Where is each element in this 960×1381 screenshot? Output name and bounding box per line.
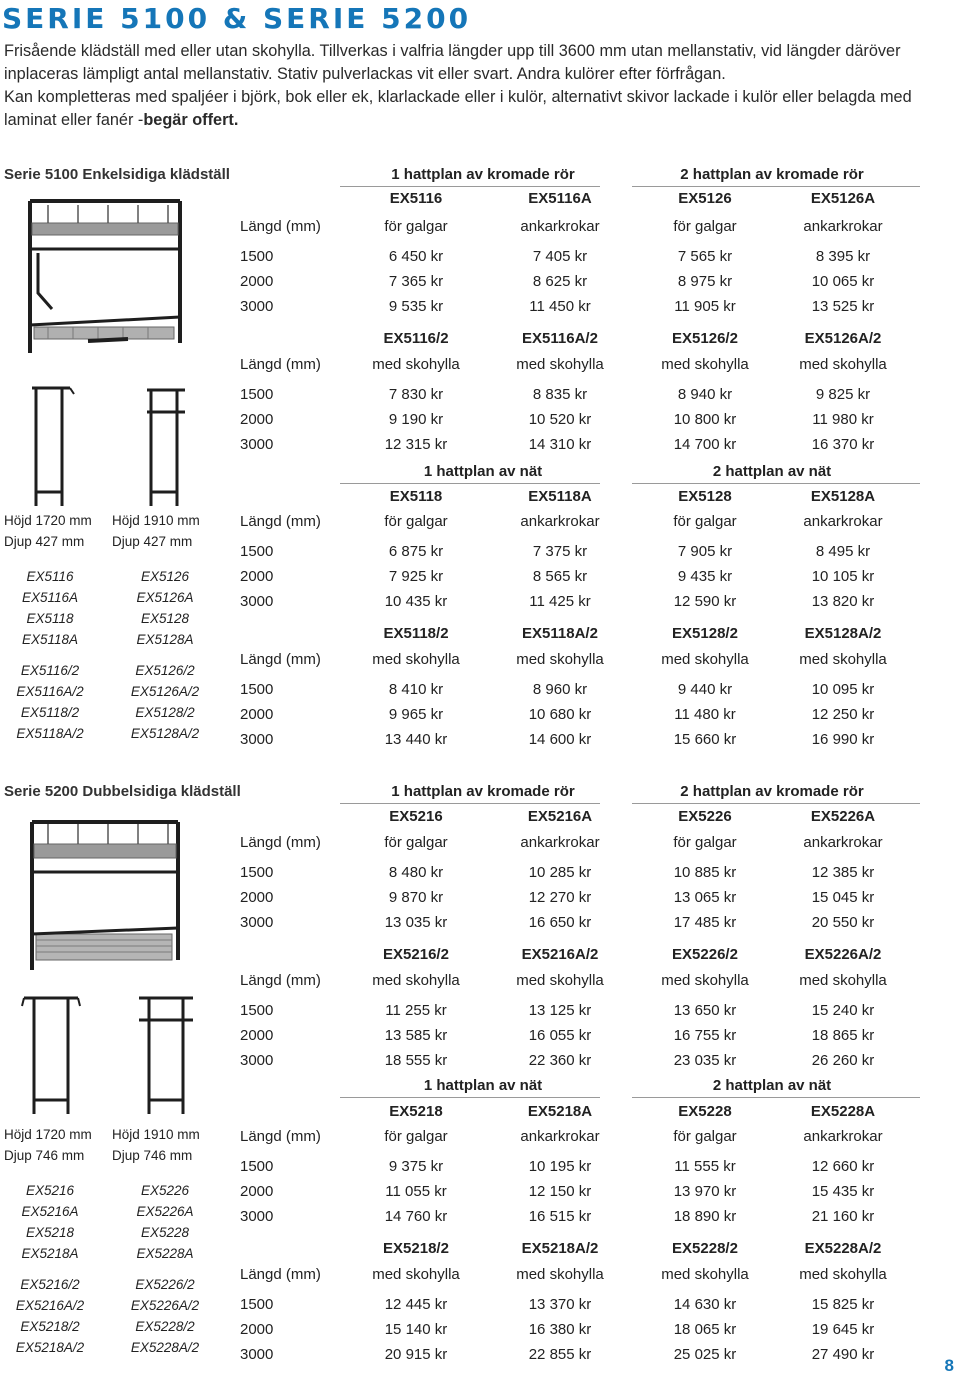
- price-cell: 13 970 kr: [673, 1183, 737, 1200]
- length-label: Längd (mm): [240, 1266, 321, 1283]
- group-separator: [632, 186, 920, 187]
- model-code: EX5116/2: [20, 663, 80, 678]
- intro-paragraph-2-text: Kan kompletteras med spaljéer i björk, bok eller ek, klarlackade eller i kulör, alternativt skivor lackade i kulör eller belagda med laminat eller fanér -: [4, 88, 912, 129]
- rack-5200-side-view-1: [20, 990, 82, 1120]
- model-code: EX5118A: [21, 632, 79, 647]
- model-code: EX5226A/2: [130, 1298, 200, 1313]
- dimension-text: Höjd 1910 mm: [112, 1127, 200, 1142]
- price-cell: 15 435 kr: [811, 1183, 875, 1200]
- model-code: EX5216: [25, 1183, 75, 1198]
- model-code: EX5126: [140, 569, 190, 584]
- variant-label: för galgar: [673, 1128, 737, 1145]
- model-code: EX5118/2: [20, 705, 80, 720]
- product-code: EX5218A: [527, 1103, 593, 1120]
- product-code: EX5216A/2: [521, 946, 599, 963]
- product-code: EX5126A: [810, 190, 876, 207]
- product-code: EX5118A: [528, 488, 592, 505]
- variant-label: för galgar: [673, 834, 737, 851]
- model-code: EX5118: [26, 611, 74, 626]
- length-value: 3000: [240, 298, 274, 315]
- price-cell: 20 915 kr: [384, 1346, 448, 1363]
- price-cell: 8 940 kr: [677, 386, 733, 403]
- length-value: 3000: [240, 914, 274, 931]
- intro-text: [4, 40, 954, 132]
- intro-paragraph-2: [4, 86, 954, 132]
- price-cell: 8 835 kr: [532, 386, 588, 403]
- price-cell: 6 450 kr: [388, 248, 444, 265]
- variant-label: med skohylla: [516, 1266, 604, 1283]
- product-code: EX5218/2: [383, 1240, 449, 1257]
- variant-label: med skohylla: [661, 1266, 749, 1283]
- price-cell: 15 045 kr: [811, 889, 875, 906]
- price-cell: 12 315 kr: [384, 436, 448, 453]
- price-cell: 14 760 kr: [384, 1208, 448, 1225]
- price-cell: 16 380 kr: [528, 1321, 592, 1338]
- length-value: 3000: [240, 1208, 274, 1225]
- price-cell: 10 680 kr: [528, 706, 592, 723]
- product-code: EX5128/2: [672, 625, 738, 642]
- price-cell: 13 035 kr: [384, 914, 448, 931]
- price-cell: 12 590 kr: [673, 593, 737, 610]
- dimension-text: Höjd 1910 mm: [112, 513, 200, 528]
- length-value: 2000: [240, 273, 274, 290]
- price-cell: 10 065 kr: [811, 273, 875, 290]
- group-separator: [340, 1097, 600, 1098]
- variant-label: ankarkrokar: [520, 834, 600, 851]
- variant-label: ankarkrokar: [803, 834, 883, 851]
- length-value: 2000: [240, 889, 274, 906]
- section-title: Serie 5100 Enkelsidiga klädställ: [4, 166, 230, 183]
- group-separator: [632, 1097, 920, 1098]
- variant-label: med skohylla: [516, 651, 604, 668]
- group-separator: [632, 483, 920, 484]
- rack-5200-double-illustration: [18, 810, 190, 980]
- price-cell: 27 490 kr: [811, 1346, 875, 1363]
- model-code: EX5228A: [136, 1246, 194, 1261]
- product-code: EX5228A: [810, 1103, 876, 1120]
- price-cell: 11 055 kr: [385, 1183, 447, 1200]
- product-code: EX5118A/2: [522, 625, 598, 642]
- product-code: EX5216/2: [383, 946, 449, 963]
- length-value: 2000: [240, 411, 274, 428]
- price-cell: 15 240 kr: [811, 1002, 875, 1019]
- rack-5200-side-view-2: [135, 990, 197, 1120]
- variant-label: ankarkrokar: [520, 218, 600, 235]
- price-cell: 9 375 kr: [388, 1158, 444, 1175]
- price-cell: 11 980 kr: [812, 411, 874, 428]
- model-code: EX5128A: [136, 632, 194, 647]
- price-cell: 8 395 kr: [815, 248, 871, 265]
- price-cell: 12 270 kr: [528, 889, 592, 906]
- rack-5100-single-illustration: [18, 193, 190, 363]
- variant-label: för galgar: [384, 513, 448, 530]
- product-code: EX5126: [678, 190, 732, 207]
- length-value: 1500: [240, 248, 274, 265]
- price-cell: 12 445 kr: [384, 1296, 448, 1313]
- length-value: 1500: [240, 681, 274, 698]
- length-label: Längd (mm): [240, 513, 321, 530]
- model-code-list: [115, 566, 215, 744]
- price-cell: 8 410 kr: [388, 681, 444, 698]
- model-code: EX5128A/2: [130, 726, 200, 741]
- variant-label: med skohylla: [372, 356, 460, 373]
- price-cell: 13 125 kr: [528, 1002, 592, 1019]
- model-code: EX5216A/2: [15, 1298, 85, 1313]
- variant-label: med skohylla: [516, 972, 604, 989]
- product-code: EX5228/2: [672, 1240, 738, 1257]
- model-code: EX5116A/2: [16, 684, 84, 699]
- variant-label: med skohylla: [661, 651, 749, 668]
- length-label: Längd (mm): [240, 834, 321, 851]
- model-code-list: [0, 566, 100, 744]
- price-cell: 9 435 kr: [677, 568, 733, 585]
- variant-label: ankarkrokar: [803, 1128, 883, 1145]
- model-code: EX5216/2: [20, 1277, 80, 1292]
- price-cell: 12 385 kr: [811, 864, 875, 881]
- price-cell: 18 555 kr: [384, 1052, 448, 1069]
- dimensions-left: [4, 1124, 92, 1166]
- model-code: EX5218A/2: [15, 1340, 85, 1355]
- intro-paragraph-1: Frisående klädställ med eller utan skohylla. Tillverkas i valfria längder upp till 3600 mm utan mellanstativ, vid längder däröver inplaceras lämpligt antal mellanstativ. Stativ pulverlackas vit eller svart. Andra kulörer efter förfrågan.: [4, 42, 901, 83]
- product-code: EX5116: [389, 190, 443, 207]
- variant-label: med skohylla: [661, 972, 749, 989]
- price-cell: 14 600 kr: [528, 731, 592, 748]
- length-label: Längd (mm): [240, 218, 321, 235]
- price-cell: 13 650 kr: [673, 1002, 737, 1019]
- product-code: EX5118: [389, 488, 443, 505]
- product-code: EX5226A/2: [804, 946, 882, 963]
- price-cell: 12 150 kr: [528, 1183, 592, 1200]
- product-code: EX5116A/2: [522, 330, 598, 347]
- price-cell: 11 905 kr: [674, 298, 736, 315]
- group-separator: [340, 483, 600, 484]
- price-cell: 10 105 kr: [811, 568, 875, 585]
- price-cell: 21 160 kr: [811, 1208, 875, 1225]
- variant-label: för galgar: [673, 218, 737, 235]
- dimension-text: Djup 746 mm: [4, 1148, 85, 1163]
- price-cell: 11 480 kr: [674, 706, 736, 723]
- price-cell: 23 035 kr: [673, 1052, 737, 1069]
- dimensions-right: [112, 1124, 200, 1166]
- model-code-list: [0, 1180, 100, 1358]
- length-value: 3000: [240, 1346, 274, 1363]
- price-cell: 14 630 kr: [673, 1296, 737, 1313]
- variant-label: för galgar: [384, 218, 448, 235]
- product-code: EX5218: [389, 1103, 443, 1120]
- price-cell: 9 825 kr: [815, 386, 871, 403]
- model-code: EX5226A: [136, 1204, 194, 1219]
- price-cell: 15 660 kr: [673, 731, 737, 748]
- variant-label: med skohylla: [372, 1266, 460, 1283]
- price-cell: 7 830 kr: [388, 386, 444, 403]
- variant-label: ankarkrokar: [803, 218, 883, 235]
- price-cell: 11 555 kr: [674, 1158, 736, 1175]
- model-code: EX5118A/2: [16, 726, 84, 741]
- price-cell: 8 960 kr: [532, 681, 588, 698]
- price-cell: 11 425 kr: [529, 593, 591, 610]
- price-cell: 12 250 kr: [811, 706, 875, 723]
- price-cell: 8 495 kr: [815, 543, 871, 560]
- length-value: 2000: [240, 1183, 274, 1200]
- product-code: EX5216A: [527, 808, 593, 825]
- price-cell: 13 440 kr: [384, 731, 448, 748]
- model-code: EX5216A: [21, 1204, 79, 1219]
- product-code: EX5118/2: [383, 625, 449, 642]
- product-code: EX5226: [678, 808, 732, 825]
- price-cell: 10 800 kr: [673, 411, 737, 428]
- length-value: 3000: [240, 436, 274, 453]
- price-cell: 10 435 kr: [384, 593, 448, 610]
- price-cell: 20 550 kr: [811, 914, 875, 931]
- product-code: EX5128A: [810, 488, 876, 505]
- variant-label: för galgar: [673, 513, 737, 530]
- product-code: EX5126A/2: [804, 330, 882, 347]
- variant-label: ankarkrokar: [520, 513, 600, 530]
- product-code: EX5126/2: [672, 330, 738, 347]
- length-value: 1500: [240, 543, 274, 560]
- price-cell: 10 195 kr: [528, 1158, 592, 1175]
- price-cell: 7 565 kr: [677, 248, 733, 265]
- model-code: EX5126/2: [135, 663, 195, 678]
- price-cell: 26 260 kr: [811, 1052, 875, 1069]
- price-cell: 7 925 kr: [388, 568, 444, 585]
- model-code: EX5126A: [136, 590, 194, 605]
- length-value: 3000: [240, 1052, 274, 1069]
- price-cell: 13 585 kr: [384, 1027, 448, 1044]
- length-value: 1500: [240, 386, 274, 403]
- dimensions-left: [4, 510, 92, 552]
- group-heading: 1 hattplan av kromade rör: [391, 783, 575, 800]
- price-cell: 16 370 kr: [811, 436, 875, 453]
- length-label: Längd (mm): [240, 356, 321, 373]
- price-cell: 6 875 kr: [388, 543, 444, 560]
- price-cell: 8 975 kr: [677, 273, 733, 290]
- price-cell: 12 660 kr: [811, 1158, 875, 1175]
- group-heading: 1 hattplan av nät: [423, 463, 543, 480]
- product-code: EX5216: [389, 808, 443, 825]
- dimensions-right: [112, 510, 200, 552]
- price-cell: 7 375 kr: [532, 543, 588, 560]
- intro-offer-emphasis: begär offert.: [143, 111, 239, 129]
- length-value: 2000: [240, 706, 274, 723]
- price-cell: 18 890 kr: [673, 1208, 737, 1225]
- length-value: 1500: [240, 1296, 274, 1313]
- price-cell: 11 450 kr: [529, 298, 591, 315]
- variant-label: med skohylla: [661, 356, 749, 373]
- price-cell: 13 525 kr: [811, 298, 875, 315]
- price-cell: 9 535 kr: [388, 298, 444, 315]
- dimension-text: Djup 746 mm: [112, 1148, 193, 1163]
- product-code: EX5116/2: [383, 330, 449, 347]
- price-cell: 16 055 kr: [528, 1027, 592, 1044]
- product-code: EX5228A/2: [804, 1240, 882, 1257]
- price-cell: 13 370 kr: [528, 1296, 592, 1313]
- model-code: EX5218A: [21, 1246, 79, 1261]
- price-cell: 10 885 kr: [673, 864, 737, 881]
- product-code: EX5226/2: [672, 946, 738, 963]
- price-cell: 13 065 kr: [673, 889, 737, 906]
- product-code: EX5128: [678, 488, 732, 505]
- model-code: EX5116: [26, 569, 74, 584]
- price-cell: 9 965 kr: [388, 706, 444, 723]
- price-cell: 14 700 kr: [673, 436, 737, 453]
- variant-label: med skohylla: [372, 651, 460, 668]
- price-cell: 7 365 kr: [388, 273, 444, 290]
- variant-label: ankarkrokar: [520, 1128, 600, 1145]
- model-code-list: [115, 1180, 215, 1358]
- price-cell: 8 565 kr: [532, 568, 588, 585]
- variant-label: ankarkrokar: [803, 513, 883, 530]
- length-label: Längd (mm): [240, 972, 321, 989]
- dimension-text: Djup 427 mm: [4, 534, 85, 549]
- length-value: 1500: [240, 864, 274, 881]
- price-cell: 17 485 kr: [673, 914, 737, 931]
- model-code: EX5116A: [21, 590, 79, 605]
- model-code: EX5226/2: [135, 1277, 195, 1292]
- group-separator: [340, 186, 600, 187]
- page-number: 8: [944, 1356, 954, 1375]
- variant-label: med skohylla: [372, 972, 460, 989]
- model-code: EX5226: [140, 1183, 190, 1198]
- product-code: EX5218A/2: [521, 1240, 599, 1257]
- price-cell: 8 625 kr: [532, 273, 588, 290]
- model-code: EX5128: [140, 611, 190, 626]
- price-cell: 9 440 kr: [677, 681, 733, 698]
- price-cell: 15 825 kr: [811, 1296, 875, 1313]
- group-heading: 2 hattplan av kromade rör: [680, 166, 864, 183]
- rack-5100-side-view-2: [141, 382, 191, 512]
- variant-label: med skohylla: [799, 356, 887, 373]
- group-separator: [632, 803, 920, 804]
- length-value: 1500: [240, 1158, 274, 1175]
- section-title: Serie 5200 Dubbelsidiga klädställ: [4, 783, 241, 800]
- product-code: EX5228: [678, 1103, 732, 1120]
- length-label: Längd (mm): [240, 651, 321, 668]
- price-cell: 16 755 kr: [673, 1027, 737, 1044]
- price-cell: 16 515 kr: [528, 1208, 592, 1225]
- variant-label: med skohylla: [799, 1266, 887, 1283]
- group-heading: 2 hattplan av nät: [712, 1077, 832, 1094]
- price-cell: 16 990 kr: [811, 731, 875, 748]
- price-cell: 7 405 kr: [532, 248, 588, 265]
- product-code: EX5116A: [528, 190, 592, 207]
- price-cell: 10 285 kr: [528, 864, 592, 881]
- length-value: 3000: [240, 593, 274, 610]
- page-title: SERIE 5100 & SERIE 5200: [2, 2, 472, 35]
- model-code: EX5228/2: [135, 1319, 195, 1334]
- length-label: Längd (mm): [240, 1128, 321, 1145]
- model-code: EX5228A/2: [130, 1340, 200, 1355]
- variant-label: för galgar: [384, 1128, 448, 1145]
- price-cell: 14 310 kr: [528, 436, 592, 453]
- dimension-text: Höjd 1720 mm: [4, 1127, 92, 1142]
- model-code: EX5128/2: [135, 705, 195, 720]
- price-cell: 7 905 kr: [677, 543, 733, 560]
- dimension-text: Höjd 1720 mm: [4, 513, 92, 528]
- length-value: 3000: [240, 731, 274, 748]
- price-cell: 19 645 kr: [811, 1321, 875, 1338]
- variant-label: med skohylla: [799, 651, 887, 668]
- length-value: 1500: [240, 1002, 274, 1019]
- price-cell: 8 480 kr: [388, 864, 444, 881]
- model-code: EX5228: [140, 1225, 190, 1240]
- model-code: EX5218/2: [20, 1319, 80, 1334]
- product-code: EX5128A/2: [804, 625, 882, 642]
- price-cell: 11 255 kr: [385, 1002, 447, 1019]
- dimension-text: Djup 427 mm: [112, 534, 193, 549]
- price-cell: 9 190 kr: [388, 411, 444, 428]
- group-heading: 1 hattplan av kromade rör: [391, 166, 575, 183]
- price-cell: 18 065 kr: [673, 1321, 737, 1338]
- product-code: EX5226A: [810, 808, 876, 825]
- price-cell: 22 360 kr: [528, 1052, 592, 1069]
- model-code: EX5126A/2: [130, 684, 200, 699]
- price-cell: 13 820 kr: [811, 593, 875, 610]
- price-cell: 16 650 kr: [528, 914, 592, 931]
- group-heading: 2 hattplan av kromade rör: [680, 783, 864, 800]
- price-cell: 10 095 kr: [811, 681, 875, 698]
- rack-5100-side-view-1: [26, 382, 76, 512]
- model-code: EX5218: [25, 1225, 75, 1240]
- variant-label: med skohylla: [799, 972, 887, 989]
- variant-label: med skohylla: [516, 356, 604, 373]
- price-cell: 18 865 kr: [811, 1027, 875, 1044]
- group-separator: [340, 803, 600, 804]
- length-value: 2000: [240, 1027, 274, 1044]
- price-cell: 9 870 kr: [388, 889, 444, 906]
- length-value: 2000: [240, 1321, 274, 1338]
- price-cell: 25 025 kr: [673, 1346, 737, 1363]
- group-heading: 1 hattplan av nät: [423, 1077, 543, 1094]
- price-cell: 22 855 kr: [528, 1346, 592, 1363]
- price-cell: 10 520 kr: [528, 411, 592, 428]
- price-cell: 15 140 kr: [384, 1321, 448, 1338]
- length-value: 2000: [240, 568, 274, 585]
- group-heading: 2 hattplan av nät: [712, 463, 832, 480]
- variant-label: för galgar: [384, 834, 448, 851]
